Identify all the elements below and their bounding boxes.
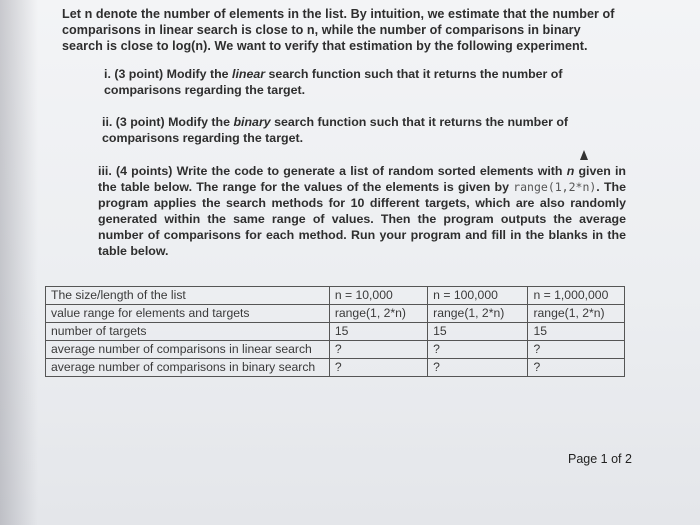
table-cell: ? [428,341,528,359]
results-table [45,286,625,377]
item-iii-rest2: given in the table below. The range for the values of the elements is given by [98,164,626,194]
table-cell: value range for elements and targets [46,305,330,323]
item-ii-emphasis: binary [233,115,271,129]
table-cell: ? [329,341,427,359]
table-cell: ? [329,359,427,377]
table-row [46,341,625,359]
item-i [104,66,624,98]
table-cell: n = 100,000 [428,287,528,305]
item-i-emphasis: linear [232,67,266,81]
table-cell: 15 [528,323,625,341]
item-iii-strong: sorted [437,164,476,178]
table-row [46,287,625,305]
page-edge-shadow [0,0,38,525]
table-cell: ? [528,341,625,359]
item-iii-rest1: elements with [475,164,567,178]
item-iii [98,163,626,259]
table-cell: average number of comparisons in linear search [46,341,330,359]
table-cell: average number of comparisons in binary search [46,359,330,377]
page-number: Page 1 of 2 [568,452,632,466]
intro-paragraph: Let n denote the number of elements in the list. By intuition, we estimate that the number of comparisons in linear search is close to n, while the number of comparisons in binary search is close to log(n). We want to verify that estimation by the following experiment. [62,7,615,53]
table-cell: n = 10,000 [329,287,427,305]
item-iii-n: n [566,164,575,178]
table-cell: The size/length of the list [46,287,330,305]
table-cell: n = 1,000,000 [528,287,625,305]
table-row [46,305,625,323]
item-iii-code: range(1,2*n) [513,180,597,194]
table-cell: range(1, 2*n) [528,305,625,323]
table-cell: range(1, 2*n) [329,305,427,323]
table-cell: number of targets [46,323,330,341]
table-cell: ? [528,359,625,377]
item-ii-rest: search function such that it returns the number of comparisons regarding the target. [102,115,569,145]
item-ii [102,114,622,146]
table-cell: 15 [428,323,528,341]
table-cell: range(1, 2*n) [428,305,528,323]
mouse-cursor-icon [580,150,588,160]
item-iii-label: iii. (4 points) Write the code to generate a list of random [98,164,438,178]
item-ii-label: ii. (3 point) Modify the [102,115,234,129]
item-iii-rest3: . The program applies the search methods for 10 different targets, which are also randomly generated within the same range of values. Then the program outputs the average number of comparisons for each method. Run your program and fill in the blanks in the table below. [98,180,626,258]
table-row [46,323,625,341]
item-i-rest: search function such that it returns the number of comparisons regarding the target. [104,67,563,97]
table-cell: 15 [329,323,427,341]
table-row [46,359,625,377]
item-i-label: i. (3 point) Modify the [104,67,233,81]
table-cell: ? [428,359,528,377]
